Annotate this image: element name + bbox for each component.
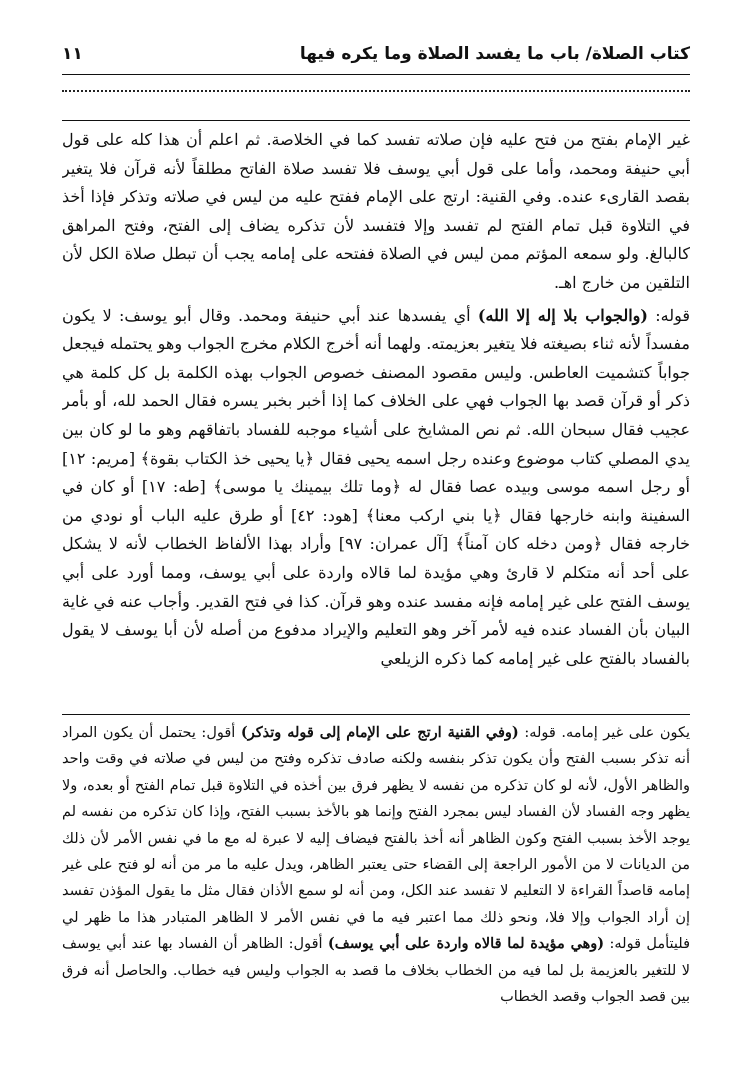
header-rule <box>62 74 690 75</box>
commentary-quote-2: (وهي مؤيدة لما قالاه واردة على أبي يوسف) <box>327 935 605 953</box>
commentary-text <box>62 720 690 1070</box>
commentary-seg-c: أقول: يحتمل أن يكون المراد أنه تذكر بسبب الفتح وأن يكون تذكر بنفسه ولكنه صادف تذكره وفتح من ليس في صلاته في وقت واحد والظاهر الأول، لأنه لو كان تذكره من نفسه لا يظهر فرق بين أخذه في التلاوة قبل تمام الفتح أو بعده، ولا يظهر وجه الفساد لأن الفساد ليس بمجرد الفتح وإنما هو بالأخذ بسبب الفتح، وإذا كان تذكره من نفسه لم يوجد الأخذ بسبب الفتح وكون الظاهر أنه أخذ بالفتح فيضاف إليه لا عبرة له مع ما في نفس الأمر لأن ذلك من الديانات لا من الأمور الراجعة إلى القضاء حتى يعتبر الظاهر، ويدل عليه ما مر من أنه لو فتح على غير إمامه قاصداً القراءة لا التعليم لا تفسد عند الكل، ومن أنه لو سمع الأذان فقال مثل ما يقول المؤذن تفسد إن أراد الجواب وإلا فلا، ونحو ذلك مما اعتبر فيه ما في نفس الأمر لا الظاهر المتبادر هذا ما ظهر لي فليتأمل قوله: <box>62 725 690 953</box>
page-number: ١١ <box>62 44 83 64</box>
main-paragraph-2-body: أي يفسدها عند أبي حنيفة ومحمد. وقال أبو يوسف: لا يكون مفسداً لأنه ثناء بصيغته فلا يتغير بعزيمته. ولهما أنه أخرج الكلام مخرج الجواب وهو يحتمله فيجعل جواباً كتشميت العاطس. وليس مقصود المصنف خصوص الجواب بهذه الكلمة بل كل كلمة هي ذكر أو قرآن قصد بها الجواب فهي على الخلاف كما إذا أخبر بخبر يسره فقال الحمد لله، أو بأمر عجيب فقال سبحان الله. ثم نص المشايخ على أشياء موجبه للفساد باتفاقهم وهو ما لو كان بين يدي المصلي كتاب موضوع وعنده رجل اسمه يحيى فقال ﴿يا يحيى خذ الكتاب بقوة﴾ [مريم: ١٢] أو رجل اسمه موسى وبيده عصا فقال له ﴿وما تلك بيمينك يا موسى﴾ [طه: ١٧] أو كان في السفينة وابنه خارجها فقال ﴿يا بني اركب معنا﴾ [هود: ٤٢] أو طرق عليه الباب أو نودي من خارجه فقال ﴿ومن دخله كان آمناً﴾ [آل عمران: ٩٧] وأراد بهذا الألفاظ الخطاب لأنه لا يشكل على أحد أنه متكلم لا قارئ وهي مؤيدة لما قالاه واردة على أبي يوسف، ومما أورد على أبي يوسف الفتح على غير إمامه فإنه مفسد عنده وهو قرآن. كذا في فتح القدير. وأجاب عنه في غاية البيان بأن الفساد عنده فيه لأمر آخر وهو التعليم والإيراد مدفوع من أصله لأن أبا يوسف لا يقول بالفساد بالفتح على غير إمامه كما ذكره الزيلعي <box>62 305 690 668</box>
chapter-title: كتاب الصلاة/ باب ما يفسد الصلاة وما يكره فيها <box>299 44 690 64</box>
dotted-divider <box>62 90 690 92</box>
main-text <box>62 126 690 706</box>
main-paragraph-1: غير الإمام بفتح من فتح عليه فإن صلاته تفسد كما في الخلاصة. ثم اعلم أن هذا كله على قول أبي حنيفة ومحمد، وأما على قول أبي يوسف فلا تفسد صلاة الفاتح مطلقاً لأنه قرآن فلا يتغير بقصد القارىء عنده. وفي القنية: ارتج على الإمام ففتح عليه من ليس في صلاته وتذكر فإذا أخذ في التلاوة قبل تمام الفتح لم تفسد وإلا فتفسد لأن تذكره يضاف إلى الفتح، وفتح المراهق كالبالغ. ولو سمعه المؤتم ممن ليس في الصلاة ففتحه على إمامه يجب أن تبطل صلاة الكل لأن التلقين من خارج اهـ. <box>62 130 690 292</box>
commentary-quote-1: (وفي القنية ارتج على الإمام إلى قوله وتذكر) <box>240 724 519 741</box>
commentary-seg-a: يكون على غير إمامه. قوله: <box>518 725 690 741</box>
quoted-phrase: (والجواب بلا إله إلا الله) <box>477 305 648 325</box>
main-paragraph-2 <box>62 302 690 674</box>
commentary-seg-e: أقول: الظاهر أن الفساد بها عند أبي يوسف لا للتغير بالعزيمة بل لما فيه من الخطاب بخلاف ما قصد به الجواب وليس فيه خطاب. والحاصل أنه فرق بين قصد الجواب وقصد الخطاب <box>62 936 690 1006</box>
main-text-top-rule <box>62 120 690 121</box>
commentary-divider <box>62 714 690 715</box>
qawluhu-lead: قوله: <box>647 305 690 325</box>
running-header <box>62 44 690 74</box>
commentary-paragraph <box>62 720 690 1010</box>
